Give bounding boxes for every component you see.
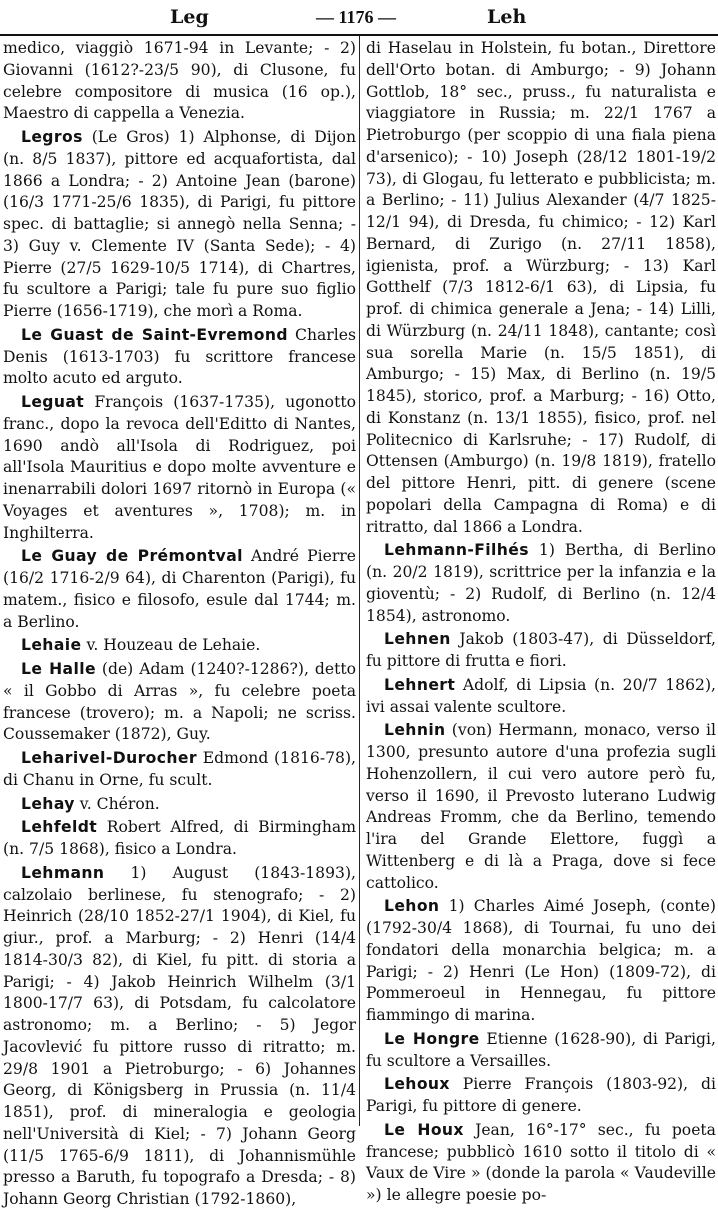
entry-text: 1) Charles Aimé Joseph, (conte) (1792-30/4 1868), di Tournai, fu uno dei fondatori della monarchia belgica; m. a Parigi; - 2) Henri (Le Hon) (1809-72), di Pommeroeul in Hennegau, fu pittore fiammingo di marina. (366, 897, 716, 1024)
entry-headword: Le Houx (384, 1120, 464, 1139)
left-column (3, 38, 356, 1213)
entry-text: (de) Adam (1240?-1286?), detto « il Gobbo di Arras », fu celebre poeta francese (trovero); m. a Napoli; ne scriss. Coussemaker (1872), Guy. (3, 660, 356, 744)
page-header (0, 0, 718, 36)
entry-continuation (366, 38, 716, 538)
entry-text: di Haselau in Holstein, fu botan., Direttore dell'Orto botan. di Amburgo; - 9) Johann Gottlob, 18° sec., pruss., fu naturalista e viaggiatore in Russia; m. 22/1 1767 a Pietroburgo (per scoppio di una fiala piena d'arsenico); - 10) Joseph (28/12 1801-19/2 73), di Glogau, fu letterato e pubblicista; m. a Berlino; - 11) Julius Alexander (4/7 1825-12/1 94), di Dresda, fu chimico; - 12) Karl Bernard, di Zurigo (n. 27/11 1858), igienista, prof. a Würzburg; - 13) Karl Gotthelf (7/3 1812-6/1 63), di Lipsia, fu prof. di chimica generale a Jena; - 14) Lilli, di Würzburg (n. 24/11 1848), cantante; così sua sorella Marie (n. 15/5 1851), di Amburgo; - 15) Max, di Berlino (n. 19/5 1845), storico, prof. a Marburg; - 16) Otto, di Konstanz (n. 13/1 1855), fisico, prof. nel Politecnico di Karlsruhe; - 17) Rudolf, di Ottensen (Amburgo) (n. 19/8 1819), fratello del pittore Henri, pitt. di genere (scene popolari della Campagna di Roma) e di ritratto, dal 1866 a Londra. (366, 39, 716, 536)
dictionary-entry (366, 720, 716, 894)
entry-text: Adolf, di Lipsia (n. 20/7 1862), ivi assai valente scultore. (366, 675, 716, 716)
entry-headword: Leharivel-Durocher (21, 749, 197, 767)
entry-continuation (3, 38, 356, 125)
entry-text: François (1637-1735), ugonotto franc., dopo la revoca dell'Editto di Nantes, 1690 andò all'Isola di Rodriguez, poi all'Isola Mauritius e dopo molte avventure e inenarrabili dolori 1697 ritornò in Europa (« Voyages et aventures », 1708); m. in Inghilterra. (3, 393, 356, 542)
entry-headword: Legros (21, 128, 83, 146)
entry-headword: Le Guay de Prémontval (21, 547, 243, 566)
dictionary-entry (3, 635, 356, 657)
entry-headword: Lehnert (384, 675, 456, 694)
dictionary-entry (3, 392, 356, 544)
entry-text: Charles Denis (1613-1703) fu scrittore francese molto acuto ed arguto. (3, 325, 356, 388)
column-divider (359, 36, 360, 1126)
right-column (366, 38, 716, 1209)
entry-headword: Le Halle (21, 660, 96, 678)
dictionary-entry (3, 659, 356, 746)
entry-headword: Lehaie (21, 636, 82, 655)
dictionary-entry (3, 127, 356, 323)
page-number: — 1176 — (316, 7, 397, 27)
entry-headword: Lehnin (384, 721, 446, 740)
entry-text: Etienne (1628-90), di Parigi, fu scultore a Versailles. (366, 1029, 716, 1070)
entry-text: v. Houzeau de Lehaie. (86, 636, 261, 655)
entry-headword: Lehfeldt (21, 818, 98, 837)
dictionary-entry (366, 1029, 716, 1073)
entry-text: André Pierre (16/2 1716-2/9 64), di Charenton (Parigi), fu matem., fisico e filosofo, esule dal 1744; m. a Berlino. (3, 547, 356, 631)
entry-text: Edmond (1816-78), di Chanu in Orne, fu scult. (3, 749, 356, 789)
entry-text: 1) Bertha, di Berlino (n. 20/2 1819), scrittrice per la infanzia e la gioventù; - 2) Rudolf, di Berlino (n. 12/4 1854), astronomo. (366, 541, 716, 625)
entry-headword: Lehmann (21, 863, 105, 882)
dictionary-entry (366, 1120, 716, 1207)
dictionary-entry (3, 794, 356, 816)
dictionary-entry (3, 546, 356, 633)
dictionary-entry (3, 817, 356, 861)
entry-text: Robert Alfred, di Birmingham (n. 7/5 1868), fisico a Londra. (3, 818, 356, 858)
entry-text: (von) Hermann, monaco, verso il 1300, presunto autore d'una profezia sugli Hohenzollern, il cui vero autore però fu, verso il 1690, il Prevosto luterano Ludwig Andreas Fromm, che da Berlino, temendo l'ira del Grande Elettore, fuggì a Wittenberg e di là a Praga, dove si fece cattolico. (366, 721, 716, 892)
entry-headword: Le Hongre (384, 1029, 480, 1048)
dictionary-entry (366, 629, 716, 673)
dictionary-entry (366, 1074, 716, 1118)
entry-text: Jean, 16°-17° sec., fu poeta francese; pubblicò 1610 sotto il titolo di « Vaux de Vire » (donde la parola « Vaudeville ») le allegre poesie po- (366, 1120, 716, 1204)
header-left-guide-word: Leg (170, 6, 209, 28)
entry-headword: Le Guast de Saint-Evremond (21, 325, 288, 344)
header-right-guide-word: Leh (487, 6, 527, 28)
dictionary-entry (3, 863, 356, 1211)
entry-headword: Lehoux (384, 1075, 450, 1094)
entry-headword: Lehay (21, 794, 75, 813)
entry-text: Pierre François (1803-92), di Parigi, fu pittore di genere. (366, 1075, 716, 1115)
entry-headword: Leguat (21, 393, 85, 411)
entry-text: medico, viaggiò 1671-94 in Levante; - 2) Giovanni (1612?-23/5 90), di Clusone, fu celebre compositore di musica (16 op.), Maestro di cappella a Venezia. (3, 39, 356, 123)
entry-text: v. Chéron. (79, 794, 160, 813)
dictionary-entry (366, 675, 716, 719)
entry-text: 1) August (1843-1893), calzolaio berlinese, fu stenografo; - 2) Heinrich (28/10 1852-27/1 1904), di Kiel, fu giur., prof. a Marburg; - 2) Henri (14/4 1814-30/3 82), di Kiel, fu pitt. di storia a Parigi; - 4) Jakob Heinrich Wilhelm (3/1 1800-17/7 63), di Potsdam, fu calcolatore astronomo; m. a Berlino; - 5) Jegor Jacovlević fu pittore russo di ritratto; m. 29/8 1901 a Pietroburgo; - 6) Johannes Georg, di Königsberg in Prussia (n. 11/4 1851), prof. di mineralogia e geologia nell'Università di Kiel; - 7) Johann Georg (11/5 1765-6/9 1811), di Johannismühle presso a Baruth, fu topografo a Dresda; - 8) Johann Georg Christian (1792-1860), (3, 863, 356, 1208)
dictionary-entry (366, 540, 716, 627)
entry-headword: Lehmann-Filhés (384, 541, 529, 560)
dictionary-entry (3, 325, 356, 390)
entry-text: (Le Gros) 1) Alphonse, di Dijon (n. 8/5 1837), pittore ed acquafortista, dal 1866 a Londra; - 2) Antoine Jean (barone) (16/3 1771-25/6 1835), di Parigi, fu pittore spec. di battaglie; si annegò nella Senna; - 3) Guy v. Clemente IV (Santa Sede); - 4) Pierre (27/5 1629-10/5 1714), di Chartres, fu scultore a Parigi; tale fu pure suo figlio Pierre (1656-1719), che morì a Roma. (3, 128, 356, 320)
entry-text: Jakob (1803-47), di Düsseldorf, fu pittore di frutta e fiori. (366, 630, 716, 670)
dictionary-entry (366, 896, 716, 1027)
dictionary-entry (3, 748, 356, 792)
entry-headword: Lehnen (384, 630, 451, 649)
entry-headword: Lehon (384, 897, 440, 916)
